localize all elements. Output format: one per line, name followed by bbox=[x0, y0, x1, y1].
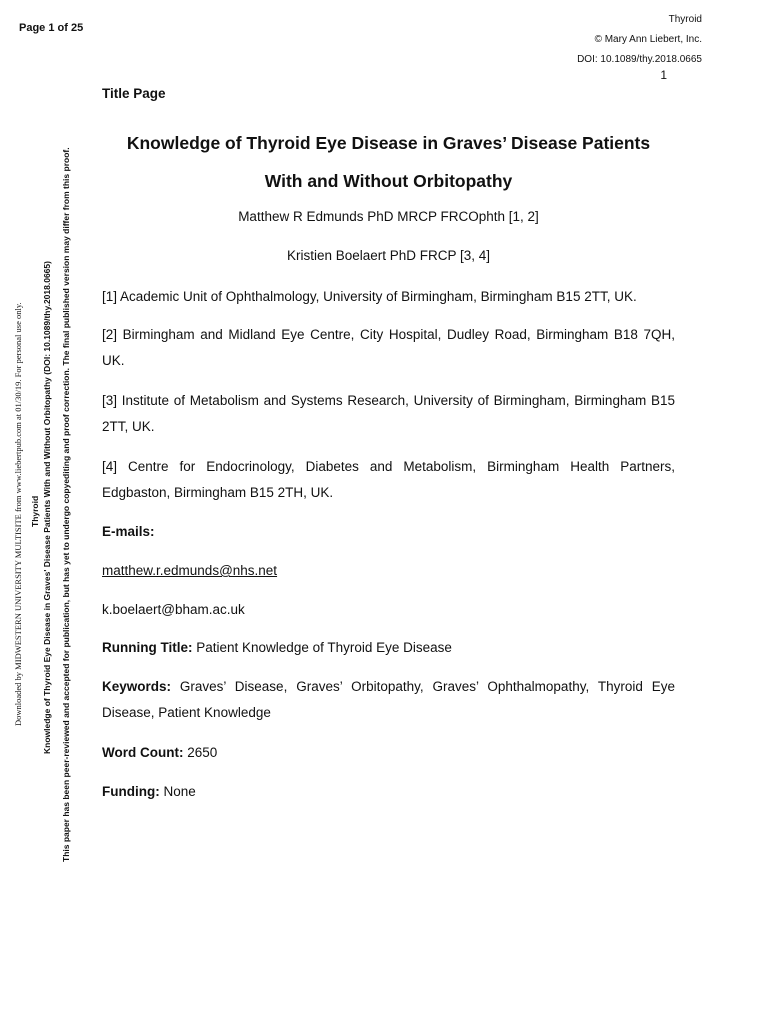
author: Kristien Boelaert PhD FRCP [3, 4] bbox=[286, 248, 491, 263]
title-line: Knowledge of Thyroid Eye Disease in Graves’ Disease Patients bbox=[126, 133, 651, 153]
running-title-label: Running Title: bbox=[102, 640, 193, 655]
email-link[interactable]: matthew.r.edmunds@nhs.net bbox=[102, 563, 278, 578]
download-notice: Downloaded by MIDWESTERN UNIVERSITY MULTISITE from www.liebertpub.com at 01/30/19. For personal use only. bbox=[13, 302, 23, 726]
title-line: With and Without Orbitopathy bbox=[264, 171, 513, 191]
sidebar-journal-label: Thyroid bbox=[30, 495, 40, 527]
affiliation: [2] Birmingham and Midland Eye Centre, City Hospital, Dudley Road, Birmingham B18 7QH, UK. bbox=[102, 327, 675, 368]
funding-label: Funding: bbox=[102, 784, 160, 799]
keywords bbox=[102, 674, 675, 726]
keywords-value: Graves’ Disease, Graves’ Orbitopathy, Graves’ Ophthalmopathy, Thyroid Eye Disease, Patient Knowledge bbox=[102, 679, 675, 720]
page-indicator: Page 1 of 25 bbox=[19, 22, 84, 34]
page-title bbox=[102, 124, 675, 200]
email-entry bbox=[102, 558, 675, 584]
section-label: Title Page bbox=[102, 86, 166, 101]
keywords-label: Keywords: bbox=[102, 679, 172, 694]
publisher-copyright: © Mary Ann Liebert, Inc. bbox=[594, 34, 702, 45]
affiliation: [1] Academic Unit of Ophthalmology, University of Birmingham, Birmingham B15 2TT, UK. bbox=[102, 289, 637, 304]
doi-label: DOI: 10.1089/thy.2018.0665 bbox=[577, 54, 702, 65]
sidebar-notices bbox=[0, 0, 90, 1024]
page-folio: 1 bbox=[660, 68, 667, 82]
journal-name: Thyroid bbox=[668, 14, 702, 25]
article-citation: Knowledge of Thyroid Eye Disease in Graves' Disease Patients With and Without Orbitopathy (DOI: 10.1089/thy.2018.0665) bbox=[42, 261, 52, 754]
running-title bbox=[102, 635, 675, 661]
review-notice: This paper has been peer-reviewed and accepted for publication, but has yet to undergo copyediting and proof correction. The final published version may differ from this proof. bbox=[61, 147, 71, 862]
emails-label: E-mails: bbox=[102, 524, 155, 539]
affiliation: [3] Institute of Metabolism and Systems Research, University of Birmingham, Birmingham B15 2TT, UK. bbox=[102, 393, 675, 434]
email-entry: k.boelaert@bham.ac.uk bbox=[102, 602, 245, 617]
author: Matthew R Edmunds PhD MRCP FRCOphth [1, 2] bbox=[238, 209, 539, 224]
word-count-label: Word Count: bbox=[102, 745, 184, 760]
word-count bbox=[102, 740, 675, 766]
affiliation: [4] Centre for Endocrinology, Diabetes and Metabolism, Birmingham Health Partners, Edgbaston, Birmingham B15 2TH, UK. bbox=[102, 459, 675, 500]
running-title-value: Patient Knowledge of Thyroid Eye Disease bbox=[192, 640, 452, 655]
funding bbox=[102, 779, 675, 805]
word-count-value: 2650 bbox=[183, 745, 218, 760]
funding-value: None bbox=[159, 784, 196, 799]
